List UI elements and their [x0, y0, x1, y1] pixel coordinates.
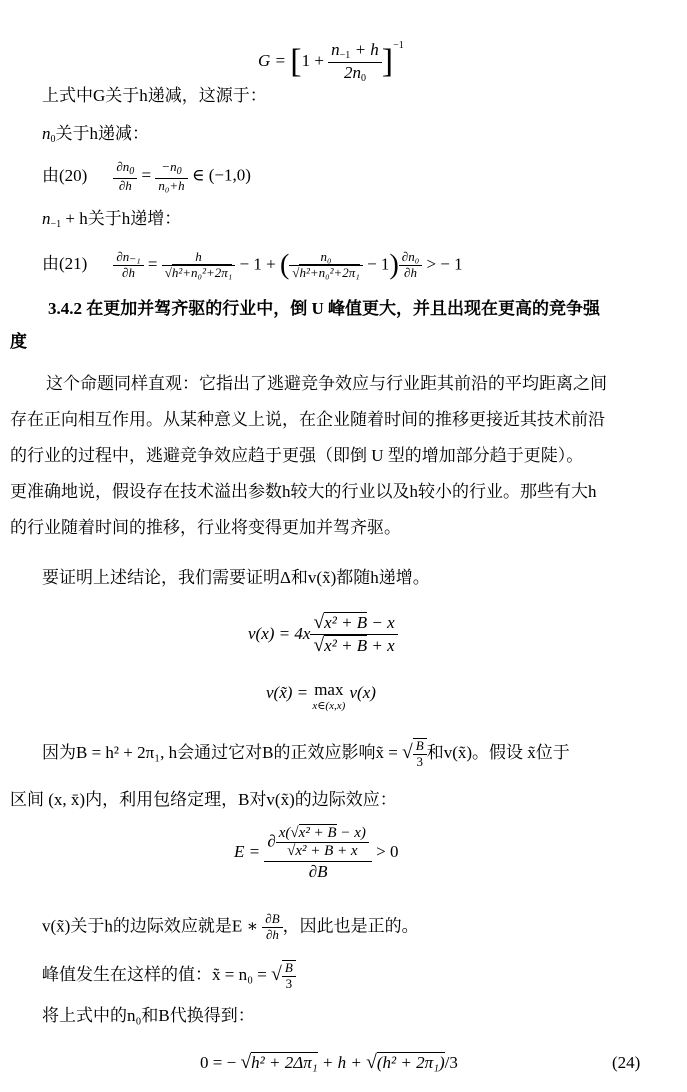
eq-text: 0 [129, 166, 135, 177]
eq-text: 因为B = h² + 2π₁, h会通过它对B的正效应影响x̃ = [42, 742, 403, 762]
eq-text: v(x) = 4x [248, 623, 311, 643]
eq-text: B [413, 738, 427, 755]
eq-text: x² + B [295, 843, 334, 860]
eq-text: v(x̃) = [266, 683, 313, 702]
eq-text: + h + [317, 1053, 367, 1072]
eq-text: − 1 + [235, 254, 280, 274]
eq-text: ∂h [118, 177, 132, 193]
eq-text: > 0 [371, 841, 399, 861]
equation-E [234, 825, 398, 881]
eq-text: − x [367, 613, 395, 632]
eq-text: E = [234, 841, 265, 861]
fraction [262, 912, 282, 943]
eq-text: G = [258, 51, 291, 70]
eq-text: 0 [176, 166, 182, 177]
eq-text: (h² + 2π₁) [376, 1053, 445, 1072]
eq-text: 1 + [301, 51, 329, 70]
eq-text: x∈(x,x) [312, 699, 346, 712]
eq-text: 0 [50, 134, 56, 145]
eq-text: −n [161, 159, 177, 174]
eq-label: 由(20) [42, 165, 88, 185]
paren: ( [279, 249, 290, 281]
eq-text: ∂h [265, 926, 279, 942]
equation-v [248, 612, 398, 658]
eq-text: + x [333, 843, 358, 860]
bracket: ] [381, 43, 394, 81]
equation-20 [42, 160, 251, 193]
eq-text: v(x) [345, 683, 376, 702]
paragraph-line: 更准确地说，假设存在技术溢出参数h较大的行业以及h较小的行业。那些有大h [10, 482, 597, 501]
fraction [155, 160, 187, 193]
equation-21 [42, 250, 463, 281]
eq-text: − 1 [362, 254, 390, 274]
eq-text: v(x̃)关于h的边际效应就是E ∗ [42, 916, 263, 936]
equation-vmax [266, 681, 376, 712]
fraction [113, 250, 143, 281]
eq-text: ∈ (−1,0) [187, 165, 251, 185]
fraction: $\frac{h}{\text{√h²+n₀²+2π₁}}$ [162, 250, 236, 281]
text-line [42, 912, 419, 943]
eq-text: /3 [444, 1053, 458, 1072]
eq-text: 3 [285, 975, 293, 991]
eq-text: ∂n [116, 159, 130, 174]
text-line: 要证明上述结论，我们需要证明Δ和v(x̃)都随h递增。 [42, 568, 430, 587]
eq-text: −1 [393, 40, 404, 51]
paragraph-line: 这个命题同样直观：它指出了逃避竞争效应与行业距其前沿的平均距离之间 [46, 374, 607, 393]
eq-text: ∂n₋₁ [113, 250, 143, 266]
fraction [113, 160, 137, 193]
eq-text: − x) [336, 825, 366, 841]
eq-text: h²+n₀²+2π₁ [171, 264, 233, 280]
eq-text: h² + 2Δπ₁ [251, 1053, 318, 1072]
eq-text: 和v(x̃)。假设 x̃位于 [426, 742, 570, 762]
eq-text: + h关于h递增： [61, 209, 182, 228]
eq-text: = [143, 254, 162, 274]
eq-text: > − 1 [422, 254, 463, 274]
fraction: $\frac{\text{√x² + B − x}}{\text{√x² + B + x}}$ [310, 612, 397, 658]
text-line [42, 122, 149, 152]
eq-text: n₀ [289, 250, 363, 266]
eq-text: 峰值发生在这样的值：x̃ = n₀ = [42, 964, 272, 984]
text-line [42, 207, 181, 237]
eq-text: + h [350, 40, 379, 60]
eq-text: ∂B [262, 912, 282, 928]
eq-text: ∂n₀ [399, 250, 422, 266]
eq-text: n [42, 124, 51, 143]
paragraph-line: 的行业随着时间的推移，行业将变得更加并驾齐驱。 [10, 518, 401, 537]
eq-text: 3 [416, 753, 423, 769]
text-line: 将上式中的n₀和B代换得到： [42, 1006, 255, 1025]
eq-text: x² + B [298, 825, 337, 841]
paren: ) [389, 249, 399, 281]
fraction [282, 960, 296, 992]
eq-text: = [137, 165, 156, 185]
text-line: 上式中G关于h递减，这源于： [42, 86, 267, 105]
eq-text: x² + B [324, 636, 368, 656]
fraction: $\frac{\text{n₀}}{\text{√h²+n₀²+2π₁}}$ [289, 250, 363, 281]
eq-text: + x [367, 636, 395, 656]
eq-text: ∂h [404, 264, 417, 280]
eq-label: 由(21) [42, 254, 88, 274]
bracket: [ [290, 43, 302, 81]
paragraph-line: 的行业的过程中，逃避竞争效应趋于更强（即倒 U 型的增加部分趋于更陡）。 [10, 446, 584, 465]
paragraph-line: 存在正向相互作用。从某种意义上说，在企业随着时间的推移更接近其技术前沿 [10, 410, 605, 429]
eq-text: −1 [50, 219, 62, 230]
text-line: 区间 (x, x̄)内，利用包络定理，B对v(x̃)的边际效应： [10, 790, 397, 809]
eq-text: h²+n₀²+2π₁ [299, 264, 360, 280]
equation-24: 0 = − √h² + 2Δπ₁ + h + √(h² + 2π₁)/3 [200, 1052, 458, 1073]
eq-text: max [314, 680, 344, 699]
eq-text: h [162, 250, 236, 266]
section-heading: 3.4.2 在更加并驾齐驱的行业中，倒 U 峰值更大，并且出现在更高的竞争强 [48, 299, 601, 318]
eq-text: ，因此也是正的。 [282, 916, 419, 936]
eq-text: B [282, 960, 296, 977]
fraction [413, 738, 427, 770]
eq-text: −1 [339, 50, 351, 62]
eq-text: x( [278, 825, 291, 841]
eq-text: n [331, 40, 340, 60]
equation-number: (24) [612, 1053, 641, 1072]
section-heading-cont: 度 [10, 332, 27, 351]
eq-text: ∂h [122, 264, 135, 280]
eq-text: x² + B [324, 613, 368, 632]
eq-text: ∂ [267, 831, 276, 851]
eq-text: n₀+h [158, 177, 185, 193]
eq-text: n [42, 209, 51, 228]
text-line: 峰值发生在这样的值：x̃ = n₀ = √ $\frac{B}{3}$ [42, 960, 296, 992]
eq-text: 0 [360, 72, 366, 84]
fraction [328, 40, 382, 84]
eq-text: 0 = − [200, 1053, 241, 1072]
eq-text: ∂B [308, 861, 328, 881]
equation-G [258, 26, 404, 84]
text-line: 因为B = h² + 2π₁, h会通过它对B的正效应影响x̃ = √ $\frac{B}{3}$ 和v(x̃)。假设 x̃位于 [42, 738, 570, 769]
eq-text: 关于h递减： [55, 124, 149, 143]
eq-text: 2n [343, 62, 361, 82]
fraction: ∂ $\frac{\text{x(√x² + B − x)}}{\text{√x² + B + x}}$ ∂B [264, 825, 372, 881]
fraction [399, 250, 422, 281]
